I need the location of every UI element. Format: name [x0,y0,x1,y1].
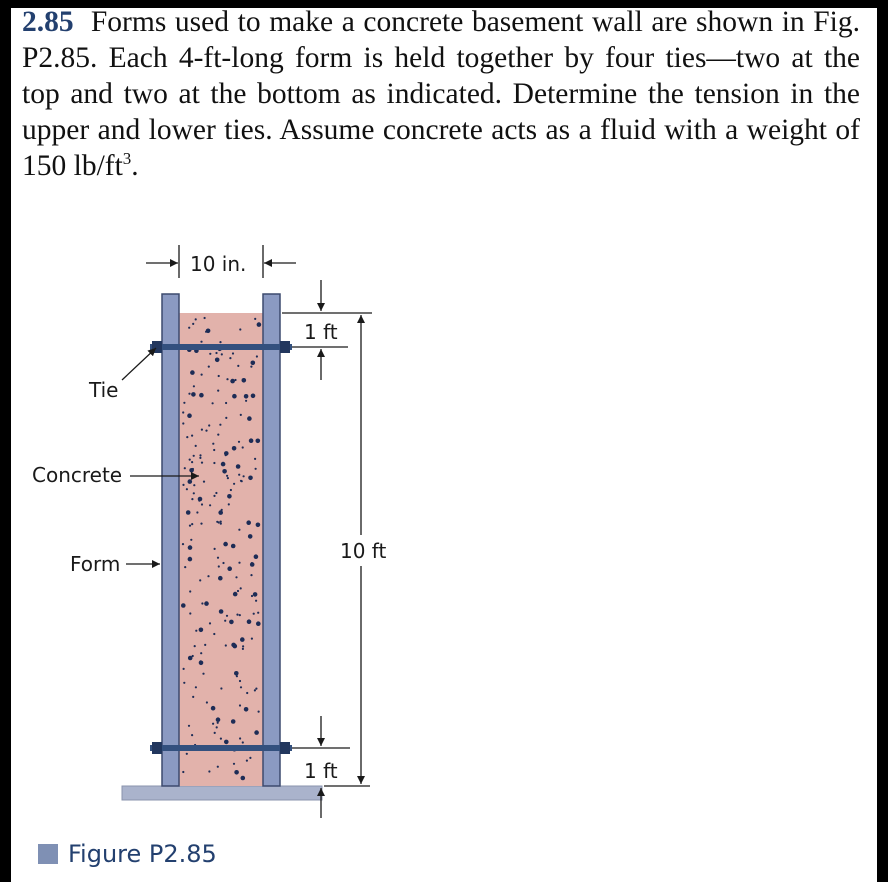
aggregate-dot [230,379,235,384]
aggregate-dot [208,424,210,426]
aggregate-dot [188,557,193,562]
aggregate-dot [183,668,185,670]
aggregate-dot [191,392,196,397]
aggregate-dot [256,523,261,528]
aggregate-dot [220,521,222,523]
aggregate-dot [231,643,236,648]
aggregate-dot [182,771,184,773]
aggregate-dot [227,477,229,479]
aggregate-dot [196,511,198,513]
aggregate-dot [256,355,258,357]
aggregate-dot [191,435,193,437]
aggregate-dot [188,327,190,329]
aggregate-dot [212,723,214,725]
aggregate-dot [246,760,248,762]
aggregate-dot [224,620,226,622]
aggregate-dot [213,495,215,497]
aggregate-dot [189,612,191,614]
aggregate-dot [249,757,251,759]
aggregate-dot [222,469,227,474]
aggregate-dot [209,353,211,355]
aggregate-dot [195,445,197,447]
aggregate-dot [216,726,218,728]
aggregate-dot [234,379,236,381]
aggregate-dot [245,400,247,402]
aggregate-dot [236,614,238,616]
aggregate-dot [229,357,231,359]
aggregate-dot [208,770,210,772]
aggregate-dot [200,341,202,343]
aggregate-dot [253,613,255,615]
ground-slab [122,786,322,800]
aggregate-dot [194,645,196,647]
aggregate-dot [187,413,192,418]
aggregate-dot [191,498,193,500]
aggregate-dot [195,318,197,320]
aggregate-dot [189,590,191,592]
aggregate-dot [244,394,249,399]
aggregate-dot [241,776,246,781]
aggregate-dot [233,763,235,765]
aggregate-dot [188,479,193,484]
aggregate-dot [215,352,217,354]
aggregate-dot [249,438,254,443]
aggregate-dot [218,521,220,523]
aggregate-dot [192,696,194,698]
aggregate-dot [184,467,186,469]
aggregate-dot [182,411,184,413]
concrete-label: Concrete [32,463,123,487]
aggregate-dot [239,704,241,706]
aggregate-dot [193,492,195,494]
aggregate-dot [219,424,221,426]
aggregate-dot [214,732,216,734]
caption-text: Figure P2.85 [68,840,217,868]
aggregate-dot [251,595,253,597]
aggregate-dot [201,429,203,431]
aggregate-dot [246,520,251,525]
aggregate-dot [231,719,236,724]
problem-text: Forms used to make a concrete basement wall are shown in Fig. P2.85. Each 4-ft-long form is held together by four ties—two at the top and two at the bottom as indicated. Determine the tension in the upper and lower ties. Assume concrete acts as a fluid with a weight of 150 lb/ft [22,6,860,182]
aggregate-dot [213,462,215,464]
tie-label: Tie [89,378,119,402]
aggregate-dot [258,711,260,713]
aggregate-dot [227,566,232,571]
aggregate-dot [221,353,223,355]
problem-number: 2.85 [22,6,74,38]
aggregate-dot [254,730,259,735]
aggregate-dot [188,545,193,550]
aggregate-dot [232,446,237,451]
aggregate-dot [234,770,239,775]
aggregate-dot [204,601,209,606]
aggregate-dot [237,365,239,367]
aggregate-dot [235,576,237,578]
aggregate-dot [186,436,188,438]
aggregate-dot [209,622,211,624]
aggregate-dot [212,402,214,404]
aggregate-dot [229,620,234,625]
aggregate-dot [189,459,191,461]
aggregate-dot [205,430,207,432]
width-label: 10 in. [190,252,247,276]
aggregate-dot [193,455,195,457]
aggregate-dot [193,385,195,387]
aggregate-dot [182,422,184,424]
aggregate-dot [217,557,219,559]
aggregate-dot [192,323,194,325]
aggregate-dot [228,503,230,505]
aggregate-dot [244,707,249,712]
aggregate-dot [230,489,232,491]
aggregate-dot [218,375,220,377]
aggregate-dot [232,394,237,399]
aggregate-dot [250,366,252,368]
form-left [162,294,179,786]
aggregate-dot [218,576,223,581]
aggregate-dot [242,645,244,647]
aggregate-dot [216,717,221,722]
aggregate-dot [189,656,191,658]
aggregate-dot [212,443,214,445]
aggregate-dot [240,686,242,688]
aggregate-dot [254,458,256,460]
aggregate-dot [248,476,253,481]
aggregate-dot [255,439,260,444]
problem-end: . [131,150,139,182]
aggregate-dot [191,734,193,736]
aggregate-dot [186,488,188,490]
aggregate-dot [239,680,241,682]
top-gap-label: 1 ft [304,320,338,344]
aggregate-dot [253,592,258,597]
aggregate-dot [202,673,204,675]
aggregate-dot [206,329,211,334]
aggregate-dot [208,366,210,368]
aggregate-dot [221,509,223,511]
aggregate-dot [186,753,188,755]
aggregate-dot [240,637,245,642]
aggregate-dot [251,394,256,399]
aggregate-dot [239,328,241,330]
aggregate-dot [188,393,190,395]
aggregate-dot [213,449,215,451]
aggregate-dot [200,652,202,654]
aggregate-dot [239,614,241,616]
aggregate-dot [225,644,227,646]
aggregate-dot [221,462,226,467]
aggregate-dot [217,390,219,392]
aggregate-dot [189,525,191,527]
tie-leader [122,348,156,380]
aggregate-dot [204,644,206,646]
aggregate-dot [237,590,239,592]
aggregate-dot [254,554,259,559]
aggregate-dot [198,497,203,502]
aggregate-dot [201,374,203,376]
aggregate-dot [215,358,217,360]
aggregate-dot [255,468,257,470]
aggregate-dot [246,692,248,694]
aggregate-dot [214,548,216,550]
aggregate-dot [204,317,206,319]
aggregate-dot [184,566,186,568]
aggregate-dot [236,464,241,469]
aggregate-dot [201,462,203,464]
aggregate-dot [220,687,222,689]
aggregate-dot [218,510,223,515]
aggregate-dot [188,725,190,727]
aggregate-dot [218,565,220,567]
aggregate-dot [254,689,256,691]
aggregate-dot [225,417,227,419]
aggregate-dot [200,523,202,525]
aggregate-dot [195,686,197,688]
aggregate-dot [211,706,216,711]
aggregate-dot [231,544,236,549]
aggregate-dot [240,587,242,589]
aggregate-dot [247,416,252,421]
aggregate-dot [219,609,224,614]
aggregate-dot [256,621,261,626]
aggregate-dot [200,660,202,662]
aggregate-dot [217,434,219,436]
caption-square-icon [38,844,58,864]
aggregate-dot [257,612,259,614]
aggregate-dot [254,318,256,320]
aggregate-dot [182,543,184,545]
aggregate-dot [240,480,242,482]
aggregate-dot [225,402,227,404]
aggregate-dot [232,352,234,354]
aggregate-dot [250,574,252,576]
aggregate-dot [224,451,229,456]
aggregate-dot [238,529,240,531]
aggregate-dot [217,766,219,768]
aggregate-dot [192,468,194,470]
aggregate-dot [220,738,222,740]
aggregate-dot [195,630,197,632]
aggregate-dot [236,675,238,677]
aggregate-dot [234,671,239,676]
aggregate-dot [183,402,185,404]
bottom-gap-label: 1 ft [304,759,338,783]
aggregate-dot [239,737,241,739]
aggregate-dot [191,523,193,525]
aggregate-dot [242,446,244,448]
aggregate-dot [220,523,222,525]
aggregate-dot [242,378,247,383]
concrete-fill [179,313,263,786]
aggregate-dot [242,648,244,650]
aggregate-dot [226,475,228,477]
aggregate-dot [181,603,186,608]
aggregate-dot [238,441,240,443]
aggregate-dot [226,615,228,617]
aggregate-dot [227,494,232,499]
aggregate-dot [255,600,257,602]
aggregate-dot [182,484,184,486]
aggregate-dot [199,393,204,398]
aggregate-dot [238,474,240,476]
aggregate-dot [193,484,195,486]
form-right [263,294,280,786]
aggregate-dot [199,457,201,459]
aggregate-dot [224,740,229,745]
form-label: Form [70,552,121,576]
height-label: 10 ft [340,539,387,563]
aggregate-dot [242,741,244,743]
aggregate-dot [251,638,253,640]
aggregate-dot [206,701,208,703]
aggregate-dot [190,539,192,541]
aggregate-dot [186,510,191,515]
aggregate-dot [226,378,228,380]
aggregate-dot [209,504,211,506]
aggregate-dot [251,361,256,366]
figure-caption [38,840,217,868]
aggregate-dot [223,542,228,547]
aggregate-dot [213,633,215,635]
aggregate-dot [201,602,203,604]
aggregate-dot [222,562,224,564]
aggregate-dot [191,461,193,463]
aggregate-dot [247,619,252,624]
aggregate-dot [248,534,253,539]
aggregate-dot [199,454,201,456]
aggregate-dot [255,688,257,690]
problem-exponent: 3 [122,149,132,169]
aggregate-dot [233,483,235,485]
aggregate-dot [250,562,255,567]
aggregate-dot [257,322,262,327]
aggregate-dot [207,575,209,577]
aggregate-dot [203,481,205,483]
aggregate-dot [201,503,203,505]
aggregate-dot [199,579,201,581]
aggregate-dot [190,370,195,375]
aggregate-dot [243,475,245,477]
aggregate-dot [219,341,221,343]
aggregate-dot [240,414,242,416]
aggregate-dot [183,682,185,684]
aggregate-dot [217,722,219,724]
aggregate-dot [238,562,240,564]
aggregate-dot [199,628,204,633]
aggregate-dot [233,592,238,597]
aggregate-dot [215,492,217,494]
